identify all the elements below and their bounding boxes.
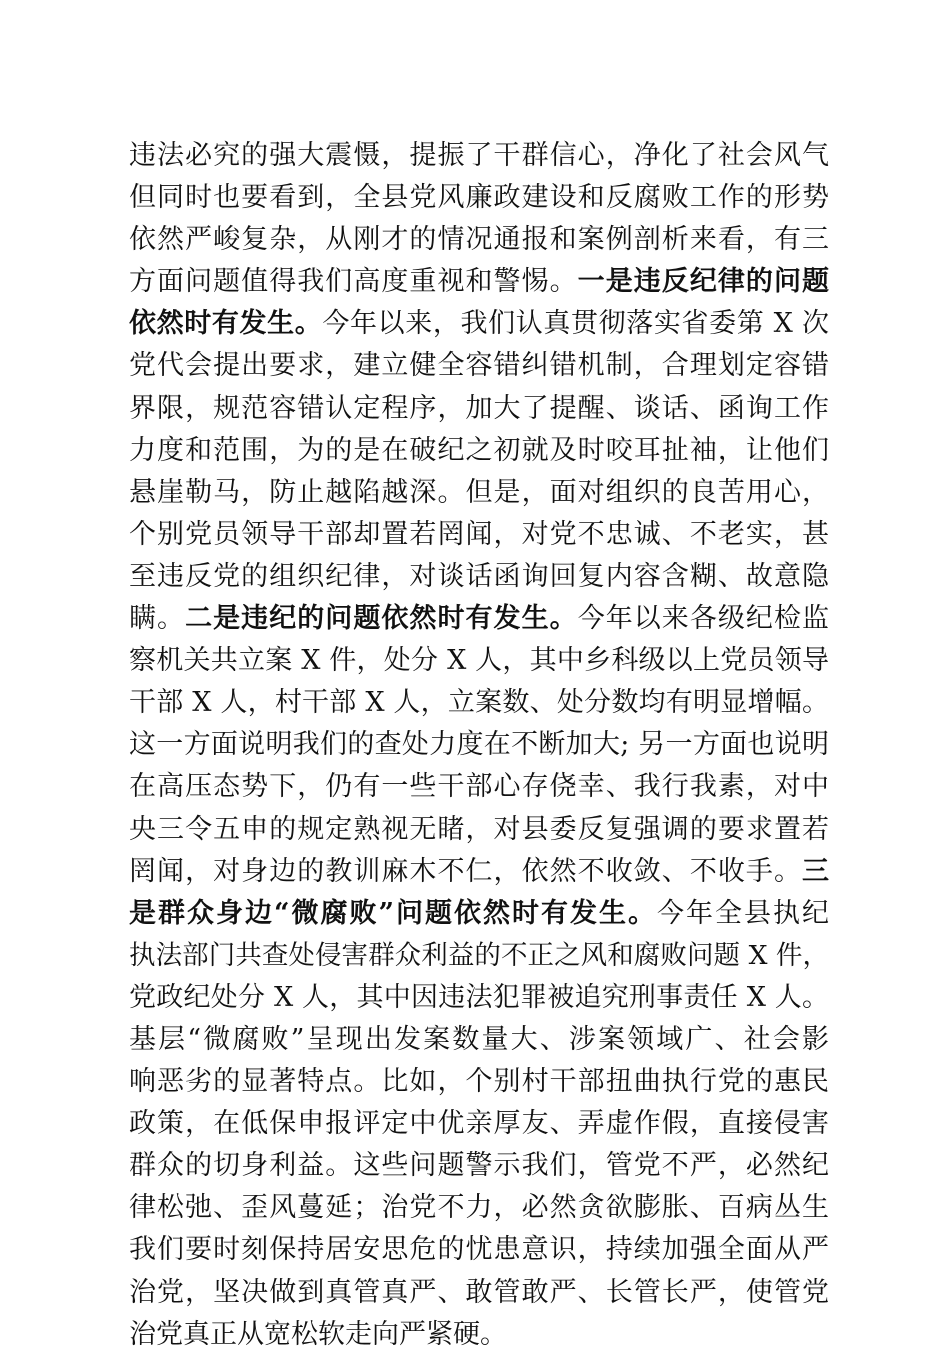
- text-line: [129, 430, 829, 472]
- body-text-run: 至违反党的组织纪律，对谈话函询回复内容含糊、故意隐: [129, 560, 829, 592]
- text-line: [129, 472, 829, 514]
- body-text-run: 违法必究的强大震慑，提振了干群信心，净化了社会风气: [129, 140, 829, 171]
- body-text-run: 响恶劣的显著特点。比如，个别村干部扭曲执行党的惠民: [129, 1066, 829, 1098]
- bold-heading-text: 三: [802, 855, 829, 887]
- body-text-run: 党代会提出要求，建立健全容错纠错机制，合理划定容错: [129, 350, 829, 382]
- text-line: [129, 724, 829, 766]
- text-line: [129, 556, 829, 598]
- bold-heading-text: 一是违反纪律的问题: [577, 266, 830, 298]
- body-text-run: 基层“微腐败”呈现出发案数量大、涉案领域广、社会影: [129, 1023, 829, 1055]
- body-text-run: 干部 X 人，村干部 X 人，立案数、处分数均有明显增幅。: [129, 687, 829, 719]
- body-text-run: 瞒。: [129, 603, 186, 635]
- text-line: [129, 1145, 829, 1187]
- text-line: [129, 893, 829, 935]
- body-text-run: 今年以来，我们认真贯彻落实省委第 X 次: [322, 308, 829, 340]
- text-line: [129, 261, 829, 303]
- text-line: [129, 1272, 829, 1314]
- body-text-run: 这一方面说明我们的查处力度在不断加大; 另一方面也说明: [129, 729, 829, 761]
- text-line: [129, 1061, 829, 1103]
- text-line: [129, 135, 829, 177]
- bold-heading-text: 是群众身边“微腐败”问题依然时有发生。: [129, 897, 658, 929]
- body-text-run: 悬崖勒马，防止越陷越深。但是，面对组织的良苦用心，: [129, 476, 829, 508]
- body-text-run: 罔闻，对身边的教训麻木不仁，依然不收敛、不收手。: [129, 855, 802, 887]
- body-text-run: 但同时也要看到，全县党风廉政建设和反腐败工作的形势: [129, 182, 829, 214]
- text-line: [129, 935, 829, 977]
- text-line: [129, 514, 829, 556]
- text-line: [129, 219, 829, 261]
- text-line: [129, 809, 829, 851]
- body-text-run: 依然严峻复杂，从刚才的情况通报和案例剖析来看，有三: [129, 224, 829, 256]
- body-text-run: 在高压态势下，仍有一些干部心存侥幸、我行我素，对中: [129, 771, 829, 803]
- text-line: [129, 177, 829, 219]
- body-text-run: 察机关共立案 X 件，处分 X 人，其中乡科级以上党员领导: [129, 645, 829, 677]
- body-text-run: 治党真正从宽松软走向严紧硬。: [129, 1318, 507, 1350]
- body-text-run: 律松弛、歪风蔓延；治党不力，必然贪欲膨胀、百病丛生: [129, 1192, 829, 1224]
- bold-heading-text: 依然时有发生。: [129, 308, 323, 340]
- text-line: [129, 640, 829, 682]
- bold-heading-text: 二是违纪的问题依然时有发生。: [185, 603, 578, 635]
- body-text-run: 方面问题值得我们高度重视和警惕。: [129, 266, 578, 298]
- text-line: [129, 766, 829, 808]
- body-text-run: 今年全县执纪: [657, 897, 830, 929]
- text-line: [129, 388, 829, 430]
- body-text-run: 执法部门共查处侵害群众利益的不正之风和腐败问题 X 件，: [129, 939, 829, 971]
- body-text-run: 力度和范围，为的是在破纪之初就及时咬耳扯袖，让他们: [129, 434, 829, 466]
- body-text-run: 我们要时刻保持居安思危的忧患意识，持续加强全面从严: [129, 1234, 829, 1266]
- text-line: [129, 598, 829, 640]
- text-line: [129, 1019, 829, 1061]
- body-text-run: 央三令五申的规定熟视无睹，对县委反复强调的要求置若: [129, 813, 829, 845]
- text-line: [129, 1314, 829, 1356]
- text-line: [129, 1187, 829, 1229]
- text-line: [129, 345, 829, 387]
- text-line: [129, 1103, 829, 1145]
- text-line: [129, 1229, 829, 1271]
- body-text-run: 治党，坚决做到真管真严、敢管敢严、长管长严，使管党: [129, 1276, 829, 1308]
- text-line: [129, 977, 829, 1019]
- body-text-run: 今年以来各级纪检监: [577, 603, 830, 635]
- body-text-run: 党政纪处分 X 人，其中因违法犯罪被追究刑事责任 X 人。: [129, 981, 829, 1013]
- body-text-run: 界限，规范容错认定程序，加大了提醒、谈话、函询工作: [129, 392, 829, 424]
- text-line: [129, 682, 829, 724]
- text-line: [129, 303, 829, 345]
- body-text: [129, 135, 829, 1356]
- text-line: [129, 851, 829, 893]
- body-text-run: 政策，在低保申报评定中优亲厚友、弄虚作假，直接侵害: [129, 1108, 829, 1140]
- body-text-run: 个别党员领导干部却置若罔闻，对党不忠诚、不老实，甚: [129, 518, 829, 550]
- body-text-run: 群众的切身利益。这些问题警示我们，管党不严，必然纪: [129, 1150, 829, 1182]
